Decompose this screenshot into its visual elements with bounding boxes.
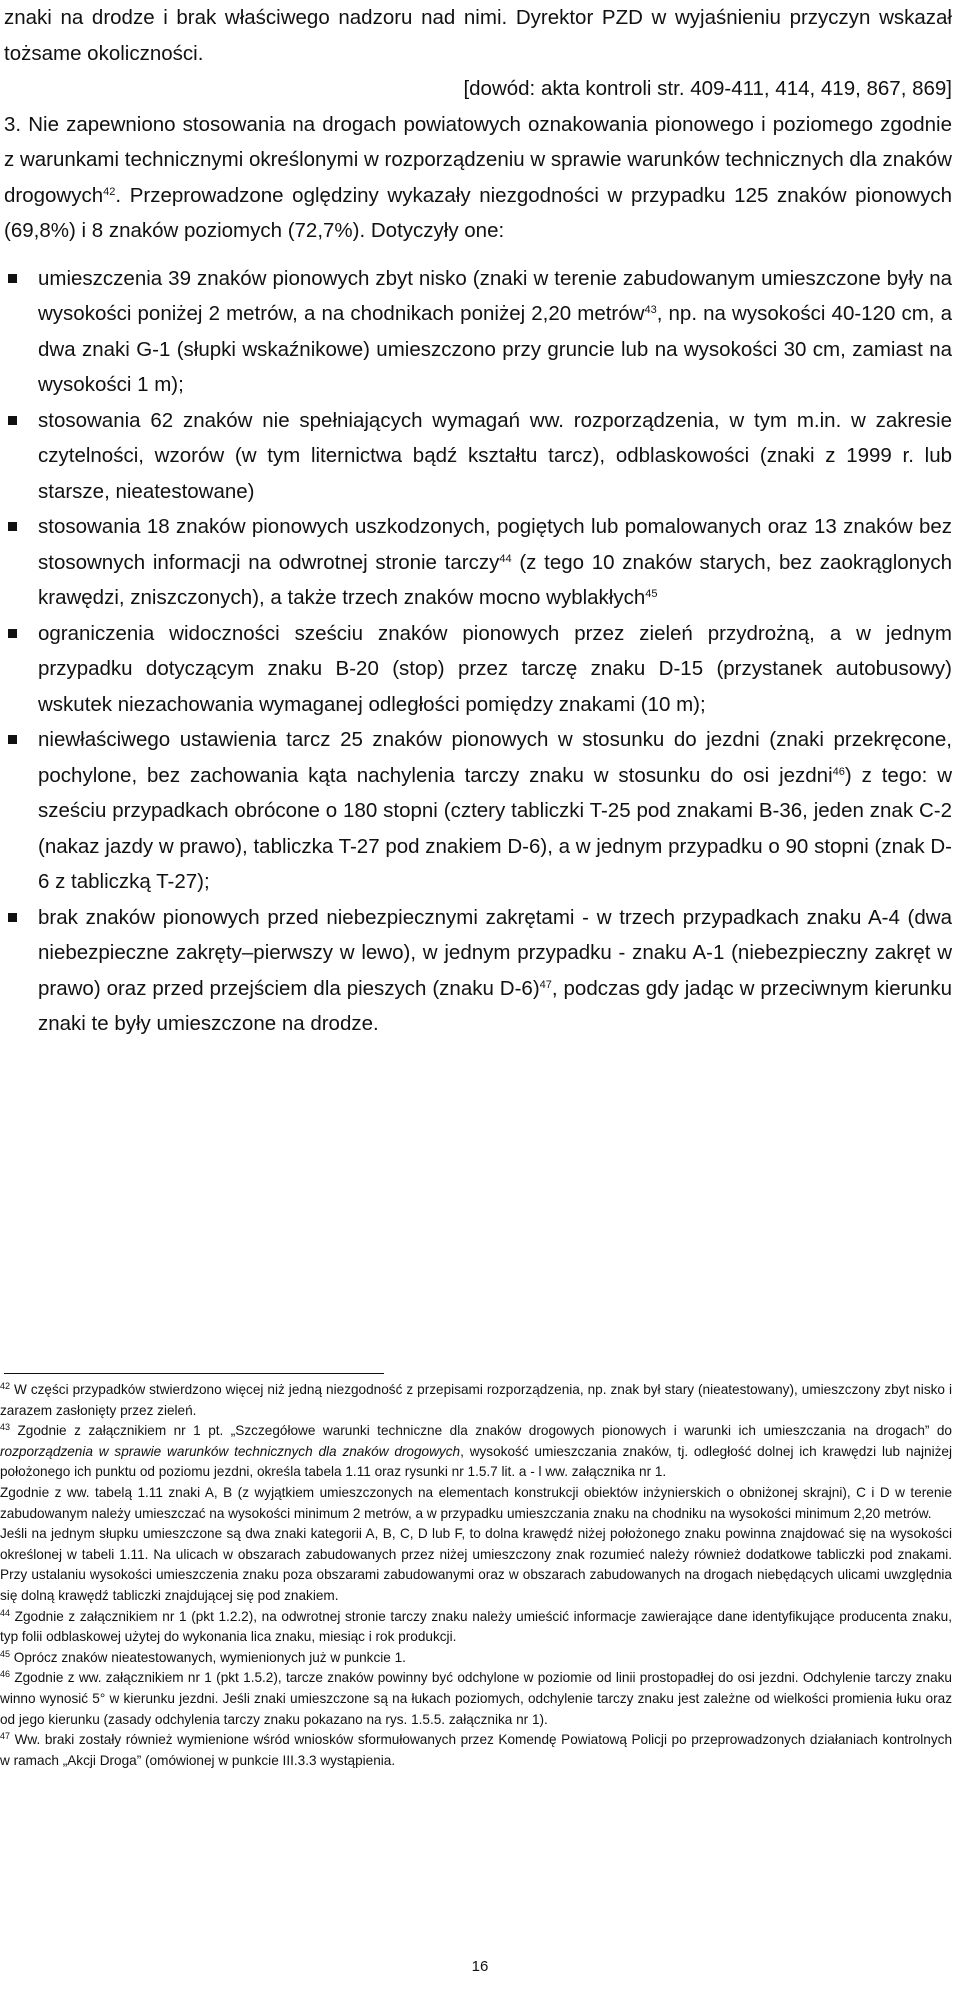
footnote-43-paragraph-3: Jeśli na jednym słupku umieszczone są dwa znaki kategorii A, B, C, D lub F, to dolna krawędź niżej położonego znaku powinna znajdować się na wysokości określonej w tabeli 1.11. Na ulicach w obszarach zabudowanych przez niżej umieszczony znak rozumieć należy również dodatkowe tabliczki pod znakami. Przy ustalaniu wysokości umieszczenia znaku poza obszarami zabudowanymi oraz w obszarach zabudowanych na drogach niebędących ulicami uwzględnia się dolną krawędź tabliczki znajdującej się pod znakiem. <box>0 1526 952 1603</box>
paragraph-continuation: znaki na drodze i brak właściwego nadzoru nad nimi. Dyrektor PZD w wyjaśnieniu przyczyn wskazał tożsame okoliczności. <box>4 6 952 65</box>
bullet-item-6: brak znaków pionowych przed niebezpiecznymi zakrętami - w trzech przypadkach znaku A-4 (dwa niebezpieczne zakręty–pierwszy w lewo), w jednym przypadku - znaku A-1 (niebezpieczny zakręt w prawo) oraz przed przejściem dla pieszych (znaku D-6)$^{47}$, podczas gdy jadąc w przeciwnym kierunku znaki te były umieszczone na drodze. <box>4 900 952 1042</box>
page-number: 16 <box>471 1958 489 1975</box>
footnote-ref-46[interactable]: 46 <box>832 765 845 778</box>
footnote-46: $^{46}$ Zgodnie z ww. załącznikiem nr 1 (pkt 1.5.2), tarcze znaków powinny być odchylone w poziomie od linii prostopadłej do osi jezdni. Odchylenie tarczy znaku winno wynosić 5° w kierunku jezdni. Jeśli znaki umieszczone są na łukach poziomych, odchylenie tarczy znaku jest zależne od wielkości promienia łuku oraz od jego kierunku (zasady odchylenia tarczy znaku pokazano na rys. 1.5.5. załącznika nr 1). <box>0 1669 952 1727</box>
footnote-separator <box>4 1373 384 1374</box>
footnote-ref-43[interactable]: 43 <box>644 304 657 316</box>
evidence-reference: [dowód: akta kontroli str. 409-411, 414, 419, 867, 869] <box>463 77 952 100</box>
footnote-47: $^{47}$ Ww. braki zostały również wymienione wśród wniosków sformułowanych przez Komendę Powiatową Policji po przeprowadzonych działaniach kontrolnych w ramach „Akcji Droga” (omówionej w punkcie III.3.3 wystąpienia. <box>0 1731 952 1768</box>
footnote-42: $^{42}$ W części przypadków stwierdzono więcej niż jedną niezgodność z przepisami rozporządzenia, np. znak był stary (nieatestowany), umieszczony zbyt nisko i zarazem zasłonięty przez zieleń. <box>0 1381 952 1418</box>
bullet-item-1: umieszczenia 39 znaków pionowych zbyt nisko (znaki w terenie zabudowanym umieszczone były na wysokości poniżej 2 metrów, a na chodnikach poniżej 2,20 metrów$^{43}$, np. na wysokości 40-120 cm, a dwa znaki G-1 (słupki wskaźnikowe) umieszczono przy gruncie lub na wysokości 30 cm, zamiast na wysokości 1 m); <box>4 261 952 403</box>
footnote-ref-42[interactable]: 42 <box>103 185 116 198</box>
bullet-item-4: ograniczenia widoczności sześciu znaków pionowych przez zieleń przydrożną, a w jednym przypadku dotyczącym znaku B-20 (stop) przez tarczę znaku D-15 (przystanek autobusowy) wskutek niezachowania wymaganej odległości pomiędzy znakami (10 m); <box>4 616 952 723</box>
main-text <box>4 0 952 1042</box>
footnote-ref-44[interactable]: 44 <box>499 552 512 565</box>
footnote-45: $^{45}$ Oprócz znaków nieatestowanych, wymienionych już w punkcie 1. <box>0 1648 406 1665</box>
footnote-ref-47[interactable]: 47 <box>539 978 552 991</box>
paragraph-point-3: 3. Nie zapewniono stosowania na drogach powiatowych oznakowania pionowego i poziomego zgodnie z warunkami technicznymi określonymi w rozporządzeniu w sprawie warunków technicznych dla znaków drogowych$^{42}$. Przeprowadzone oględziny wykazały niezgodności w przypadku 125 znaków pionowych (69,8%) i 8 znaków poziomych (72,7%). Dotyczyły one: <box>4 112 952 242</box>
footnote-44: $^{44}$ Zgodnie z załącznikiem nr 1 (pkt 1.2.2), na odwrotnej stronie tarczy znaku należy umieścić informacje zawierające dane identyfikujące producenta znaku, typ folii odblaskowej użytej do wykonania lica znaku, miesiąc i rok produkcji. <box>0 1607 952 1645</box>
footnote-ref-45[interactable]: 45 <box>645 588 658 600</box>
spacer <box>4 249 952 261</box>
footnotes <box>0 1380 952 1771</box>
footnote-43: $^{43}$ Zgodnie z załącznikiem nr 1 pt. „Szczegółowe warunki techniczne dla znaków drogowych pionowych i warunki ich umieszczania na drogach” do rozporządzenia w sprawie warunków technicznych dla znaków drogowych, wysokość umieszczania znaków, tj. odległość dolnej ich krawędzi lub najniżej położonego ich punktu od poziomu jezdni, określa tabela 1.11 oraz rysunki nr 1.5.7 lit. a - l ww. załącznika nr 1. <box>0 1422 952 1480</box>
bullet-item-2: stosowania 62 znaków nie spełniających wymagań ww. rozporządzenia, w tym m.in. w zakresie czytelności, wzorów (w tym liternictwa bądź kształtu tarcz), odblaskowości (znaki z 1999 r. lub starsze, nieatestowane) <box>4 403 952 510</box>
bullet-item-5: niewłaściwego ustawienia tarcz 25 znaków pionowych w stosunku do jezdni (znaki przekręcone, pochylone, bez zachowania kąta nachylenia tarczy znaku w stosunku do osi jezdni$^{46}$) z tego: w sześciu przypadkach obrócone o 180 stopni (cztery tabliczki T-25 pod znakami B-36, jeden znak C-2 (nakaz jazdy w prawo), tabliczka T-27 pod znakiem D-6), a w jednym przypadku o 90 stopni (znak D-6 z tabliczką T-27); <box>4 722 952 900</box>
bullet-item-3: stosowania 18 znaków pionowych uszkodzonych, pogiętych lub pomalowanych oraz 13 znaków bez stosownych informacji na odwrotnej stronie tarczy$^{44}$ (z tego 10 znaków starych, bez zaokrąglonych krawędzi, zniszczonych), a także trzech znaków mocno wyblakłych$^{45}$ <box>4 509 952 616</box>
footnote-43-paragraph-2: Zgodnie z ww. tabelą 1.11 znaki A, B (z wyjątkiem umieszczonych na elementach konstrukcji obiektów inżynierskich o obniżonej skrajni), C i D w terenie zabudowanym należy umieszczać na wysokości minimum 2 metrów, a w przypadku umieszczania znaku na chodniku na wysokości minimum 2,20 metrów. <box>0 1484 952 1521</box>
